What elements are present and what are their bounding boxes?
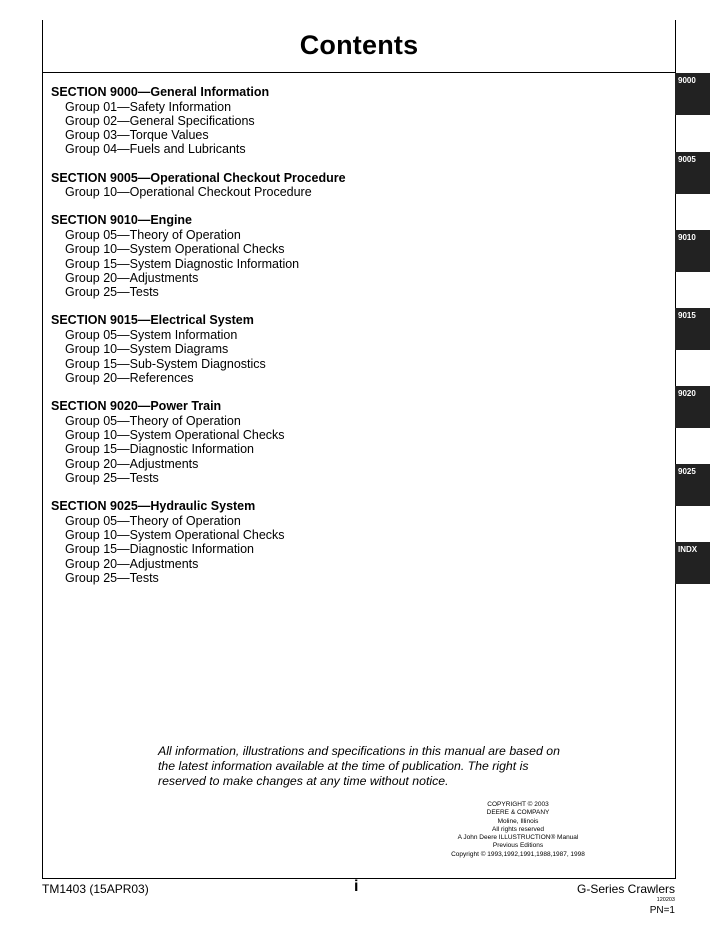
group-link[interactable]: Group 25—Tests [65, 470, 159, 485]
group-link[interactable]: Group 10—System Operational Checks [65, 242, 285, 257]
group-link[interactable]: Group 10—System Operational Checks [65, 427, 285, 442]
group-link[interactable]: Group 02—General Specifications [65, 113, 255, 128]
copyright-line: DEERE & COMPANY [486, 809, 550, 817]
disclaimer-text: All information, illustrations and specifications in this manual are based on the latest information available at the time of publication. The right is reserved to make changes at any time without notice. [158, 744, 560, 788]
group-link[interactable]: Group 01—Safety Information [65, 99, 232, 114]
title-divider [42, 72, 676, 73]
group-link[interactable]: Group 05—Theory of Operation [65, 413, 241, 428]
tab-9005[interactable]: 9005 [675, 152, 710, 194]
group-link[interactable]: Group 25—Tests [65, 285, 159, 300]
section-9005 [51, 171, 551, 200]
tab-9010[interactable]: 9010 [675, 230, 710, 272]
pn-label: PN=1 [649, 905, 675, 916]
tab-9020[interactable]: 9020 [675, 386, 710, 428]
section-title[interactable]: SECTION 9025—Hydraulic System [51, 499, 256, 514]
section-title[interactable]: SECTION 9015—Electrical System [51, 313, 254, 328]
copyright-line: COPYRIGHT © 2003 [487, 801, 549, 808]
section-title[interactable]: SECTION 9020—Power Train [51, 399, 222, 414]
tab-9000[interactable]: 9000 [675, 73, 710, 115]
group-link[interactable]: Group 10—System Diagrams [65, 342, 229, 357]
section-title[interactable]: SECTION 9010—Engine [51, 213, 193, 228]
group-link[interactable]: Group 05—Theory of Operation [65, 227, 241, 242]
section-9000 [51, 85, 551, 157]
section-9025 [51, 499, 551, 585]
group-link[interactable]: Group 25—Tests [65, 570, 159, 585]
table-of-contents [51, 85, 551, 599]
manual-id: TM1403 (15APR03) [42, 882, 149, 896]
copyright-line: Previous Editions [492, 842, 544, 850]
group-link[interactable]: Group 15—System Diagnostic Information [65, 256, 300, 271]
tab-9015[interactable]: 9015 [675, 308, 710, 350]
group-link[interactable]: Group 10—System Operational Checks [65, 527, 285, 542]
tab-9025[interactable]: 9025 [675, 464, 710, 506]
group-link[interactable]: Group 05—System Information [65, 327, 238, 342]
section-9015 [51, 313, 551, 385]
product-name: G-Series Crawlers [576, 882, 675, 896]
group-link[interactable]: Group 15—Diagnostic Information [65, 442, 254, 457]
copyright-block [430, 801, 606, 859]
group-link[interactable]: Group 15—Sub-System Diagnostics [65, 356, 266, 371]
footer-divider [42, 878, 676, 879]
group-link[interactable]: Group 03—Torque Values [65, 128, 209, 143]
section-title[interactable]: SECTION 9000—General Information [51, 85, 270, 99]
section-9020 [51, 399, 551, 485]
group-link[interactable]: Group 20—Adjustments [65, 456, 199, 471]
group-link[interactable]: Group 15—Diagnostic Information [65, 542, 254, 557]
group-link[interactable]: Group 05—Theory of Operation [65, 513, 241, 528]
copyright-line: A John Deere ILLUSTRUCTION® Manual [457, 834, 579, 842]
group-link[interactable]: Group 04—Fuels and Lubricants [65, 142, 246, 157]
page-title: Contents [299, 30, 419, 60]
section-9010 [51, 213, 551, 299]
section-title[interactable]: SECTION 9005—Operational Checkout Procedure [51, 170, 346, 185]
tab-index[interactable]: INDX [675, 542, 710, 584]
group-link[interactable]: Group 20—References [65, 370, 194, 385]
page-number: i [354, 878, 359, 895]
group-link[interactable]: Group 10—Operational Checkout Procedure [65, 185, 312, 200]
copyright-line: Copyright © 1993,1992,1991,1988,1987, 1998 [451, 850, 585, 858]
date-code: 120203 [656, 897, 675, 903]
group-link[interactable]: Group 20—Adjustments [65, 556, 199, 571]
group-link[interactable]: Group 20—Adjustments [65, 270, 199, 285]
copyright-line: All rights reserved [491, 825, 545, 833]
copyright-line: Moline, Illinois [497, 817, 539, 825]
